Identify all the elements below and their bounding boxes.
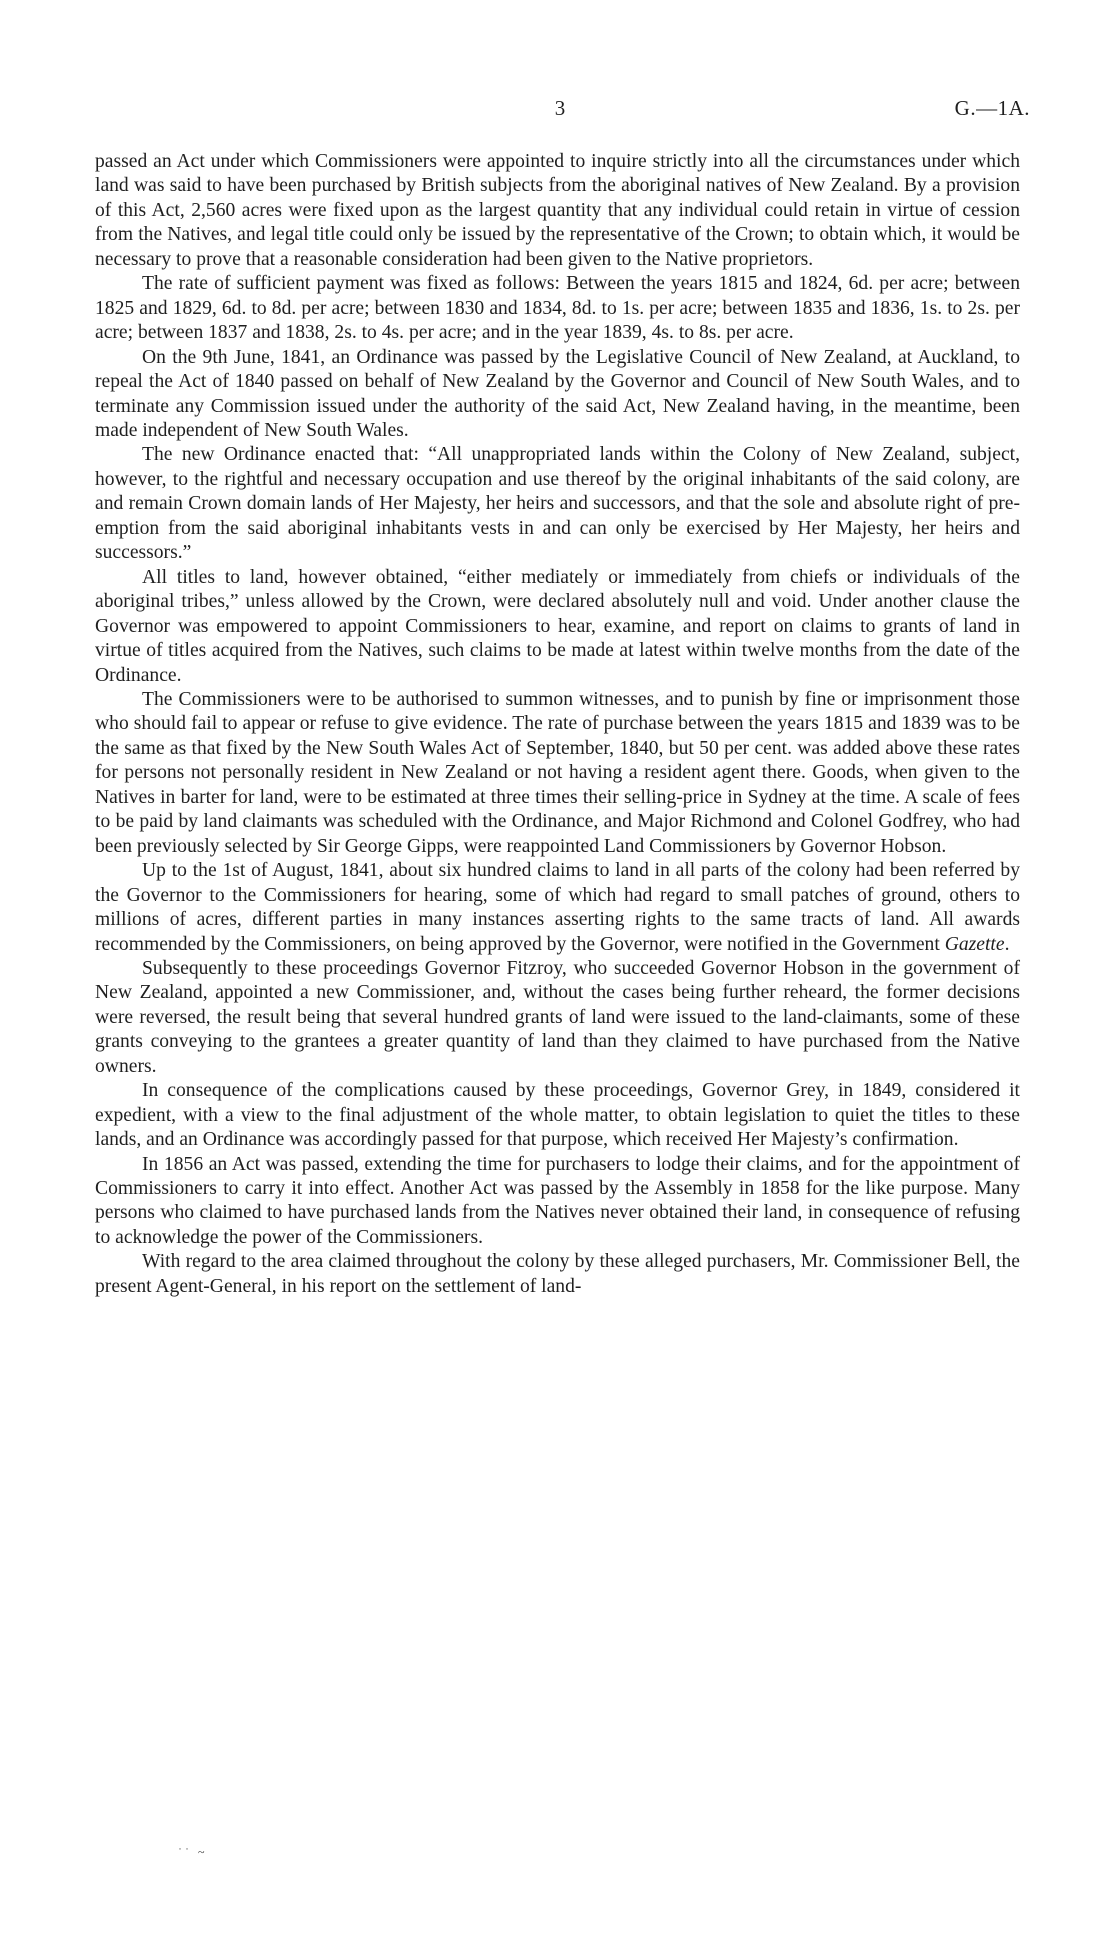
paragraph-text: The rate of sufficient payment was fixed as follows: Between the years 1815 and 1824, 6d. per acre; between 1825 and 1829, 6d. to 8d. per acre; between 1830 and 1834, 8d. to 1s. per acre; between 1835 and 1836, 1s. to 2s. per acre; between 1837 and 1838, 2s. to 4s. per acre; and in the year 1839, 4s. to 8s. per acre. bbox=[95, 273, 1020, 344]
paragraph bbox=[95, 346, 1020, 444]
paragraph-text: All titles to land, however obtained, “either mediately or immediately from chiefs or individuals of the aboriginal tribes,” unless allowed by the Crown, were declared absolutely null and void. Under another clause the Governor was empowered to appoint Commissioners to hear, examine, and report on claims to grants of land in virtue of titles acquired from the Natives, such claims to be made at latest within twelve months from the date of the Ordinance. bbox=[95, 566, 1020, 686]
paragraph-text: The new Ordinance enacted that: “All unappropriated lands within the Colony of New Zealand, subject, however, to the rightful and necessary occupation and use thereof by the original inhabitants of the said colony, are and remain Crown domain lands of Her Majesty, her heirs and successors, and that the sole and absolute right of pre-emption from the said aboriginal inhabitants vests in and can only be exercised by Her Majesty, her heirs and successors.” bbox=[95, 444, 1020, 564]
paragraph-text: passed an Act under which Commissioners were appointed to inquire strictly into all the circumstances under which land was said to have been purchased by British subjects from the aboriginal natives of New Zealand. By a provision of this Act, 2,560 acres were fixed upon as the largest quantity that any individual could retain in virtue of cession from the Natives, and legal title could only be issued by the representative of the Crown; to obtain which, it would be necessary to prove that a reasonable consideration had been given to the Native proprietors. bbox=[95, 151, 1020, 270]
paragraph bbox=[95, 957, 1020, 1079]
document-reference: G.—1A. bbox=[954, 96, 1030, 120]
paragraph bbox=[95, 688, 1020, 859]
page-header bbox=[90, 96, 1030, 126]
paragraph bbox=[95, 1079, 1020, 1152]
paragraph bbox=[95, 1250, 1020, 1299]
paragraph-text: On the 9th June, 1841, an Ordinance was passed by the Legislative Council of New Zealand, at Auckland, to repeal the Act of 1840 passed on behalf of New Zealand by the Governor and Council of New South Wales, and to terminate any Commission issued under the authority of the said Act, New Zealand having, in the meantime, been made independent of New South Wales. bbox=[95, 346, 1020, 441]
paragraph bbox=[95, 150, 1020, 272]
page-number: 3 bbox=[554, 96, 566, 120]
paragraph bbox=[95, 272, 1020, 345]
paragraph-text: The Commissioners were to be authorised to summon witnesses, and to punish by fine or imprisonment those who should fail to appear or refuse to give evidence. The rate of purchase between the years 1815 and 1839 was to be the same as that fixed by the New South Wales Act of September, 1840, but 50 per cent. was added above these rates for persons not personally resident in New Zealand or not having a resident agent there. Goods, when given to the Natives in barter for land, were to be estimated at three times their selling-price in Sydney at the time. A scale of fees to be paid by land claimants was scheduled with the Ordinance, and Major Richmond and Colonel Godfrey, who had been previously selected by Sir George Gipps, were reappointed Land Commissioners by Governor Hobson. bbox=[95, 688, 1020, 857]
stray-ink-mark: ˙˙ ~ bbox=[178, 1845, 208, 1859]
paragraph-text: In 1856 an Act was passed, extending the time for purchasers to lodge their claims, and for the appointment of Commissioners to carry it into effect. Another Act was passed by the Assembly in 1858 for the like purpose. Many persons who claimed to have purchased lands from the Natives never obtained their land, in consequence of refusing to acknowledge the power of the Commissioners. bbox=[95, 1153, 1020, 1248]
paragraph bbox=[95, 1153, 1020, 1251]
paragraph bbox=[95, 859, 1020, 957]
italic-text: Gazette bbox=[944, 933, 1005, 955]
paragraph-text: . bbox=[1004, 933, 1010, 955]
body-text bbox=[95, 150, 1020, 1299]
paragraph-text: In consequence of the complications caused by these proceedings, Governor Grey, in 1849, considered it expedient, with a view to the final adjustment of the whole matter, to obtain legislation to quiet the titles to these lands, and an Ordinance was accordingly passed for that purpose, which received Her Majesty’s confirmation. bbox=[95, 1080, 1020, 1151]
paragraph-text: Up to the 1st of August, 1841, about six hundred claims to land in all parts of the colony had been referred by the Governor to the Commissioners for hearing, some of which had regard to small patches of ground, others to millions of acres, different parties in many instances asserting rights to the same tracts of land. All awards recommended by the Commissioners, on being approved by the Governor, were notified in the Government bbox=[95, 860, 1020, 955]
paragraph bbox=[95, 566, 1020, 688]
paragraph-text: Subsequently to these proceedings Governor Fitzroy, who succeeded Governor Hobson in the government of New Zealand, appointed a new Commissioner, and, without the cases being further reheard, the former decisions were reversed, the result being that several hundred grants of land were issued to the land-claimants, some of these grants conveying to the grantees a greater quantity of land than they claimed to have purchased from the Native owners. bbox=[95, 957, 1020, 1077]
paragraph bbox=[95, 443, 1020, 565]
paragraph-text: With regard to the area claimed throughout the colony by these alleged purchasers, Mr. Commissioner Bell, the present Agent-General, in his report on the settlement of land- bbox=[95, 1251, 1020, 1297]
